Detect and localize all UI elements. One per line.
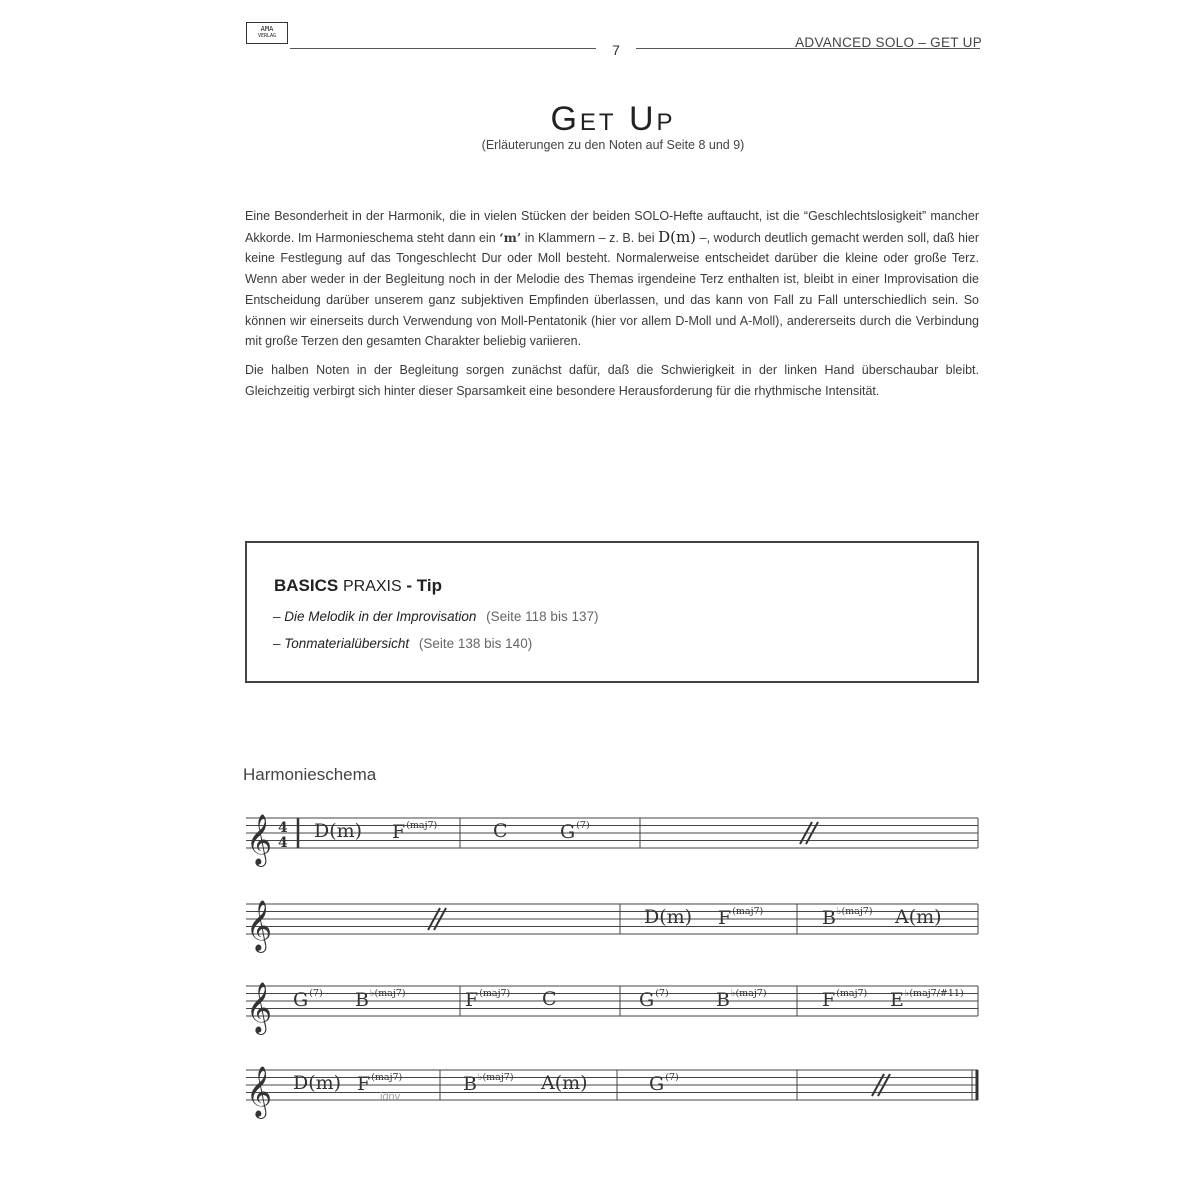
chord-extension: (7): [576, 820, 590, 831]
chord-root: D(m): [314, 820, 363, 842]
chord-root: E: [890, 989, 904, 1011]
page-title: Get Up: [550, 100, 676, 138]
chord-symbol: [822, 988, 867, 1011]
time-signature-top: 4: [278, 820, 288, 836]
chord-root: F: [357, 1073, 371, 1095]
chord-symbol: [560, 820, 590, 843]
chord-extension: ♭(maj7): [477, 1072, 514, 1083]
chord-symbol: [639, 988, 669, 1011]
watermark-text: idnv: [380, 1091, 401, 1103]
chord-symbol: [293, 988, 323, 1011]
chord-extension: (maj7): [732, 906, 764, 917]
treble-clef: 𝄞: [246, 900, 273, 951]
chord-extension: (maj7): [836, 988, 868, 999]
chord-root: D(m): [644, 906, 693, 928]
inline-chord: D(m): [658, 227, 697, 246]
time-signature-bottom: 4: [278, 835, 288, 851]
chord-root: B: [463, 1073, 477, 1095]
chord-symbol: [890, 988, 964, 1011]
chord-root: C: [542, 988, 557, 1010]
chord-symbol: [718, 906, 763, 929]
page-number: 7: [612, 42, 620, 58]
treble-clef: 𝄞: [246, 982, 273, 1033]
chord-extension: ♭(maj7): [836, 906, 873, 917]
chord-symbol: [644, 906, 692, 928]
chord-extension: ♭(maj7/#11): [904, 988, 964, 999]
chord-symbol: [463, 1072, 514, 1095]
tip-title: BASICS PRAXIS - Tip: [274, 576, 442, 595]
chord-symbol: [541, 1072, 588, 1094]
running-head: ADVANCED SOLO – GET UP: [795, 35, 982, 50]
chord-symbol: [493, 820, 508, 842]
chord-root: F: [465, 989, 479, 1011]
paragraph-2: Die halben Noten in der Begleitung sorgen zunächst dafür, daß die Schwierigkeit in der linken Hand überschaubar bleibt. Gleichzeitig verbirgt sich hinter dieser Sparsamkeit eine besondere Herausforderung für die rhythmische Intensität.: [245, 362, 979, 398]
page-subtitle: (Erläuterungen zu den Noten auf Seite 8 und 9): [481, 138, 745, 152]
chord-root: D(m): [293, 1072, 342, 1094]
tip-item: – Die Melodik in der Improvisation (Seite 118 bis 137): [273, 609, 599, 624]
chord-root: F: [392, 821, 406, 843]
chord-symbol: [822, 906, 873, 929]
chord-root: B: [822, 907, 836, 929]
paragraph-1: Eine Besonderheit in der Harmonik, die in vielen Stücken der beiden SOLO-Hefte auftaucht, ist die “Geschlechtslosigkeit” mancher Akkorde. Im Harmonieschema steht dann ein ‘m’ in Klammern – z. B. bei D(m) –, wodurch deutlich gemacht werden soll, daß hier keine Festlegung auf das Tongeschlecht Dur oder Moll besteht. Normalerweise entscheidet darüber die kleine oder große Terz. Wenn aber weder in der Begleitung noch in der Melodie des Themas irgendeine Terz enthalten ist, bleibt in einer Improvisation die Entscheidung darüber unserem ganz subjektiven Empfinden überlassen, und das kann von Fall zu Fall unterschiedlich sein. So können wir einerseits durch Verwendung von Moll-Pentatonik (hier vor allem D-Moll und A-Moll), andererseits durch die Verbindung mit große Terzen den gesamten Charakter beliebig variieren.: [245, 209, 979, 349]
chord-extension: (maj7): [371, 1072, 403, 1083]
chord-extension: (7): [665, 1072, 679, 1083]
treble-clef: 𝄞: [246, 814, 273, 865]
chord-symbol: [465, 988, 510, 1011]
chord-extension: ♭(maj7): [730, 988, 767, 999]
chord-root: A(m): [541, 1072, 588, 1094]
chord-symbol: [392, 820, 437, 843]
chord-root: G: [639, 989, 655, 1011]
chord-root: G: [293, 989, 309, 1011]
chord-root: F: [718, 907, 732, 929]
chord-symbol: [716, 988, 767, 1011]
chord-symbol: [895, 906, 942, 928]
harmony-label: Harmonieschema: [243, 765, 377, 784]
chord-extension: (7): [655, 988, 669, 999]
chord-symbol: [355, 988, 406, 1011]
chord-extension: ♭(maj7): [369, 988, 406, 999]
chord-symbol: [542, 988, 557, 1010]
logo-text: AMA: [260, 25, 274, 33]
chord-extension: (maj7): [406, 820, 438, 831]
chord-symbol: [293, 1072, 341, 1094]
chord-root: B: [716, 989, 730, 1011]
chord-root: B: [355, 989, 369, 1011]
chord-symbol: [649, 1072, 679, 1095]
logo-subtext: VERLAG: [257, 33, 277, 39]
treble-clef: 𝄞: [246, 1066, 273, 1117]
chord-root: C: [493, 820, 508, 842]
m-symbol: ‘m’: [499, 229, 522, 245]
tip-item: – Tonmaterialübersicht (Seite 138 bis 140): [273, 636, 533, 651]
chord-extension: (7): [309, 988, 323, 999]
chord-root: G: [560, 821, 576, 843]
chord-root: G: [649, 1073, 665, 1095]
chord-root: A(m): [895, 906, 942, 928]
chord-root: F: [822, 989, 836, 1011]
chord-extension: (maj7): [479, 988, 511, 999]
chord-symbol: [314, 820, 362, 842]
